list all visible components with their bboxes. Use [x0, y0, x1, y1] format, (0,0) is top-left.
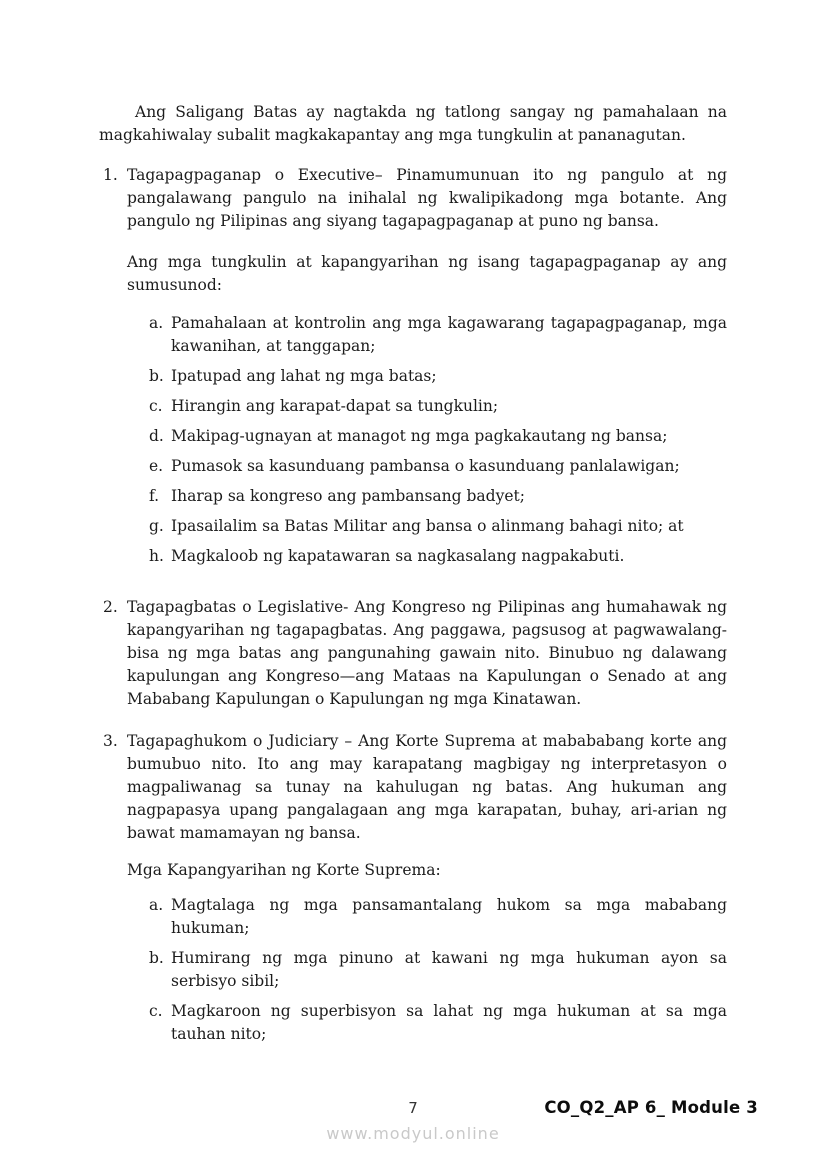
list-item-text: Magtalaga ng mga pansamantalang hukom sa mga mababang hukuman;	[171, 896, 727, 937]
numbered-item-marker: 1.	[103, 166, 118, 184]
numbered-item-marker: 3.	[103, 732, 118, 750]
list-item-text: Hirangin ang karapat-dapat sa tungkulin;	[171, 397, 499, 415]
list-item	[99, 1000, 727, 1046]
list-item-marker: e.	[149, 457, 164, 475]
numbered-item-legislative	[99, 596, 727, 711]
intro-paragraph: Ang Saligang Batas ay nagtakda ng tatlong sangay ng pamahalaan na magkahiwalay subalit magkakapantay ang mga tungkulin at pananagutan.	[99, 103, 727, 144]
page-number: 7	[408, 1099, 418, 1117]
list-item-text: Magkaloob ng kapatawaran sa nagkasalang nagpakabuti.	[171, 547, 625, 565]
list-item-marker: h.	[149, 547, 164, 565]
list-item	[99, 515, 727, 538]
numbered-item-marker: 2.	[103, 598, 118, 616]
list-item-text: Humirang ng mga pinuno at kawani ng mga hukuman ayon sa serbisyo sibil;	[171, 949, 727, 990]
list-item-text: Magkaroon ng superbisyon sa lahat ng mga hukuman at sa mga tauhan nito;	[171, 1002, 727, 1043]
list-item	[99, 312, 727, 358]
list-item-marker: a.	[149, 314, 164, 332]
watermark: www.modyul.online	[326, 1124, 500, 1143]
list-item-text: Iharap sa kongreso ang pambansang badyet;	[171, 487, 525, 505]
list-item	[99, 545, 727, 568]
executive-duties-lead: Ang mga tungkulin at kapangyarihan ng isang tagapagpaganap ay ang sumusunod:	[127, 253, 727, 294]
module-code: CO_Q2_AP 6_ Module 3	[544, 1098, 758, 1117]
numbered-item-executive	[99, 164, 727, 233]
document-body	[99, 101, 727, 1053]
list-item	[99, 395, 727, 418]
list-item-marker: c.	[149, 397, 163, 415]
list-item-text: Makipag-ugnayan at managot ng mga pagkakautang ng bansa;	[171, 427, 668, 445]
list-item	[99, 365, 727, 388]
numbered-item-judiciary	[99, 730, 727, 845]
list-item-marker: a.	[149, 896, 164, 914]
list-item	[99, 485, 727, 508]
list-item-marker: b.	[149, 367, 164, 385]
numbered-item-text: Tagapaghukom o Judiciary – Ang Korte Suprema at mabababang korte ang bumubuo nito. Ito ang may karapatang magbigay ng interpretasyon o magpaliwanag sa tunay na kahulugan ng batas. Ang hukuman ang nagpapasya upang pangalagaan ang mga karapatan, buhay, ari-arian ng bawat mamamayan ng bansa.	[127, 732, 727, 842]
numbered-item-text: Tagapagbatas o Legislative- Ang Kongreso ng Pilipinas ang humahawak ng kapangyarihan ng tagapagbatas. Ang paggawa, pagsusog at pagwawalang-bisa ng mga batas ang pangunahing gawain nito. Binubuo ng dalawang kapulungan ang Kongreso—ang Mataas na Kapulungan o Senado at ang Mababang Kapulungan o Kapulungan ng mga Kinatawan.	[127, 598, 727, 708]
list-item-text: Ipatupad ang lahat ng mga batas;	[171, 367, 437, 385]
list-item	[99, 947, 727, 993]
list-item-text: Pamahalaan at kontrolin ang mga kagawarang tagapagpaganap, mga kawanihan, at tanggapan;	[171, 314, 727, 355]
list-item-marker: g.	[149, 517, 164, 535]
list-item-marker: b.	[149, 949, 164, 967]
list-item-text: Pumasok sa kasunduang pambansa o kasunduang panlalawigan;	[171, 457, 680, 475]
numbered-item-text: Tagapagpaganap o Executive– Pinamumunuan ito ng pangulo at ng pangalawang pangulo na inihalal ng kwalipikadong mga botante. Ang pangulo ng Pilipinas ang siyang tagapagpaganap at puno ng bansa.	[127, 166, 727, 230]
list-item-text: Ipasailalim sa Batas Militar ang bansa o alinmang bahagi nito; at	[171, 517, 684, 535]
list-item-marker: d.	[149, 427, 164, 445]
list-item-marker: f.	[149, 487, 160, 505]
list-item	[99, 894, 727, 940]
executive-duties-list	[99, 312, 727, 568]
supreme-court-powers-heading: Mga Kapangyarihan ng Korte Suprema:	[127, 861, 441, 879]
list-item-marker: c.	[149, 1002, 163, 1020]
list-item	[99, 455, 727, 478]
supreme-court-powers-list	[99, 894, 727, 1046]
list-item	[99, 425, 727, 448]
